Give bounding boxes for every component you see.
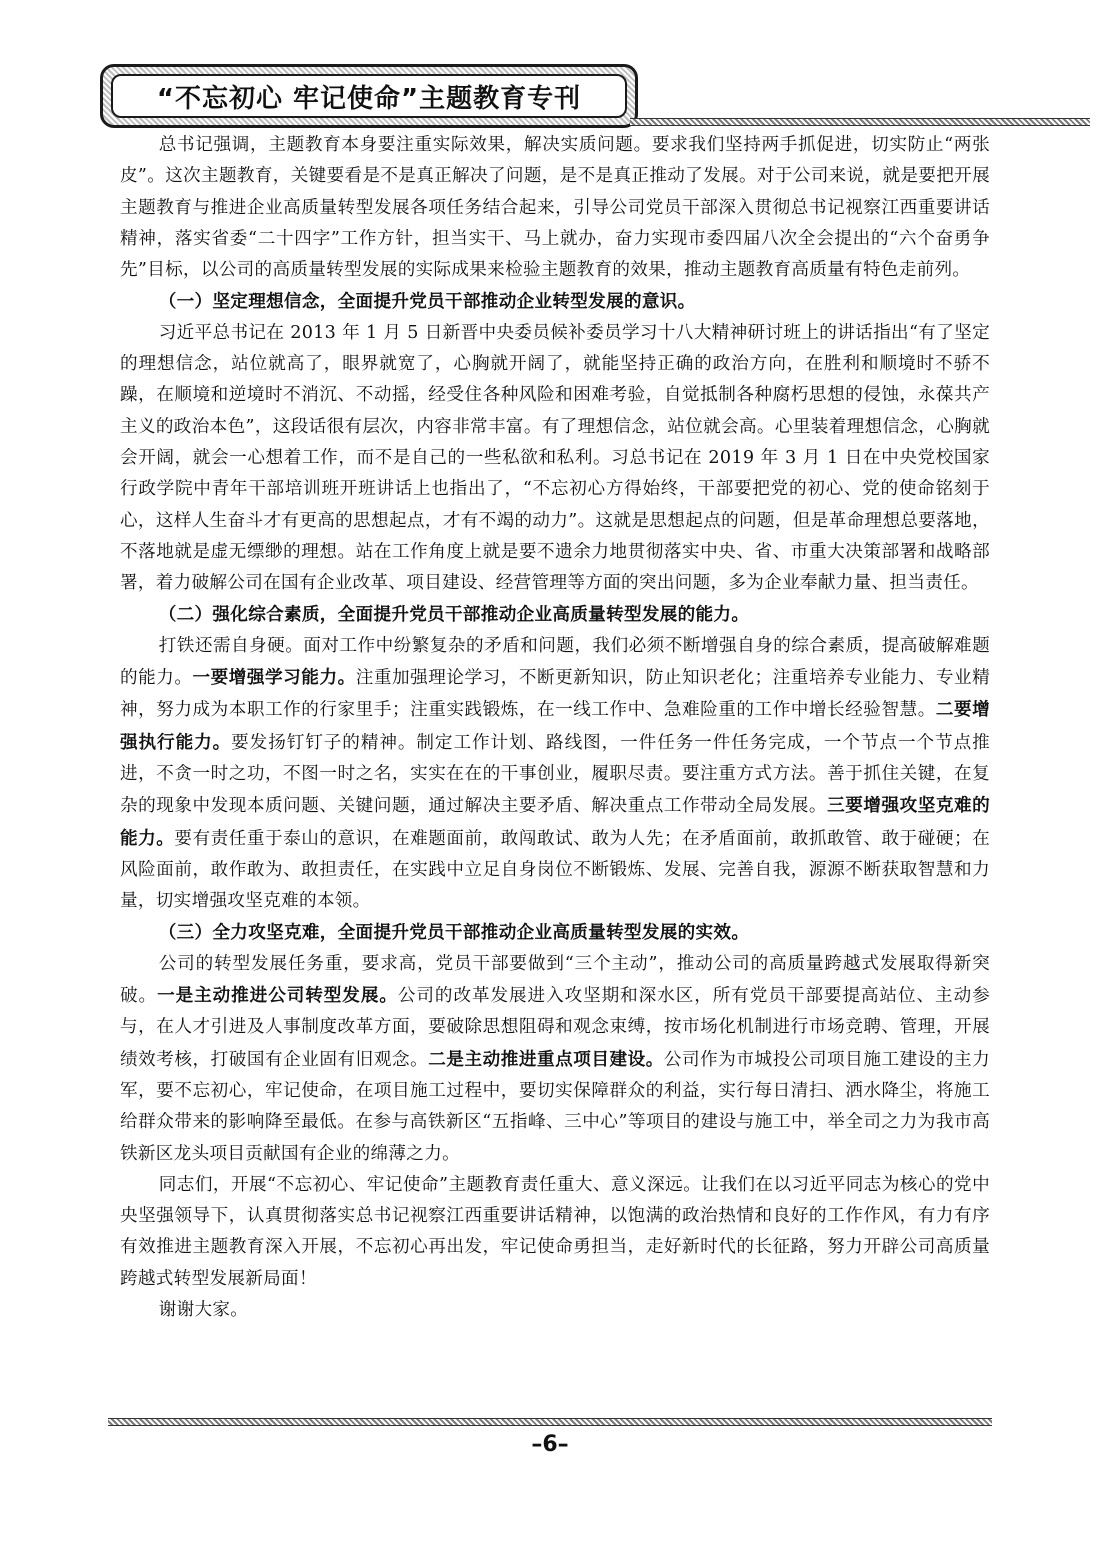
bold-point-5: 二是主动推进重点项目建设。: [428, 1048, 664, 1070]
paragraph-closing: 同志们，开展“不忘初心、牢记使命”主题教育责任重大、意义深远。让我们在以习近平同志为核心的党中央坚强领导下，认真贯彻落实总书记视察江西重要讲话精神，以饱满的政治热情和良好的工作作风，有力有序有效推进主题教育深入开展，不忘初心再出发，牢记使命勇担当，走好新时代的长征路，努力开辟公司高质量跨越式转型发展新局面！: [120, 1174, 990, 1289]
paragraph-thanks: 谢谢大家。: [158, 1299, 249, 1320]
section-heading-3: （三）全力攻坚克难，全面提升党员干部推动企业高质量转型发展的实效。: [158, 922, 750, 944]
header-divider: [630, 118, 1090, 126]
text-run: 公司的改革发展进入攻坚期和深水区，所有党员干部要提高站位、主动参与，在人才引进及人事制度改革方面，要破除思想阻碍和观念束缚，按市场化机制进行市场竞聘、管理，开展绩效考核，打破国有企业固有旧观念。: [120, 986, 991, 1070]
paragraph-section-3: [120, 949, 990, 1170]
paragraph-section-2: [120, 631, 990, 918]
section-heading-1: （一）坚定理想信念，全面提升党员干部推动企业转型发展的意识。: [158, 291, 696, 313]
header-title-inner: [111, 74, 627, 118]
page-number: –6–: [531, 1432, 569, 1457]
bold-point-4: 一是主动推进公司转型发展。: [157, 985, 398, 1007]
section-heading-2: （二）强化综合素质，全面提升党员干部推动企业高质量转型发展的能力。: [158, 604, 750, 626]
text-run: 要有责任重于泰山的意识，在难题面前，敢闯敢试、敢为人先；在矛盾面前，敢抓敢管、敢于碰硬；在风险面前，敢作敢为、敢担责任，在实践中立足自身岗位不断锻炼、发展、完善自我，源源不断获取智慧和力量，切实增强攻坚克难的本领。: [120, 828, 990, 912]
text-run: 打铁还需自身硬。面对工作中纷繁复杂的矛盾和问题，我们必须不断增强自身的综合素质，提高破解难题的能力。: [120, 635, 990, 689]
text-run: 公司的转型发展任务重，要求高，党员干部要做到“三个主动”，推动公司的高质量跨越式发展取得新突破。: [120, 953, 990, 1007]
text-run: 注重加强理论学习，不断更新知识，防止知识老化；注重培养专业能力、专业精神，努力成为本职工作的行家里手；注重实践锻炼，在一线工作中、急难险重的工作中增长经验智慧。: [120, 668, 991, 721]
header-title-frame: [100, 64, 638, 128]
text-run: 要发扬钉钉子的精神。制定工作计划、路线图，一件任务一件任务完成，一个节点一个节点推进，不贪一时之功，不图一时之名，实实在在的干事创业，履职尽责。要注重方式方法。善于抓住关键，在复杂的现象中发现本质问题、关键问题，通过解决主要矛盾、解决重点工作带动全局发展。: [120, 732, 990, 817]
bold-point-3: 三要增强攻坚克难的能力。: [120, 795, 990, 849]
paragraph-intro: 总书记强调，主题教育本身要注重实际效果，解决实质问题。要求我们坚持两手抓促进，切实防止“两张皮”。这次主题教育，关键要看是不是真正解决了问题，是不是真正推动了发展。对于公司来说，就是要把开展主题教育与推进企业高质量转型发展各项任务结合起来，引导公司党员干部深入贯彻总书记视察江西重要讲话精神，落实省委“二十四字”工作方针，担当实干、马上就办，奋力实现市委四届八次全会提出的“六个奋勇争先”目标，以公司的高质量转型发展的实际成果来检验主题教育的效果，推动主题教育高质量有特色走前列。: [120, 135, 990, 281]
journal-title: “不忘初心 牢记使命”主题教育专刊: [156, 83, 582, 114]
paragraph-section-1: 习近平总书记在 2013 年 1 月 5 日新晋中央委员候补委员学习十八大精神研讨班上的讲话指出“有了坚定的理想信念，站位就高了，眼界就宽了，心胸就开阔了，就能坚持正确的政治方向，在胜利和顺境时不骄不躁，在顺境和逆境时不消沉、不动摇，经受住各种风险和困难考验，自觉抵制各种腐朽思想的侵蚀，永葆共产主义的政治本色”，这段话很有层次，内容非常丰富。有了理想信念，站位就会高。心里装着理想信念，心胸就会开阔，就会一心想着工作，而不是自己的一些私欲和私利。习总书记在 2019 年 3 月 1 日在中央党校国家行政学院中青年干部培训班开班讲话上也指出了，“不忘初心方得始终，干部要把党的初心、党的使命铭刻于心，这样人生奋斗才有更高的思想起点，才有不竭的动力”。这就是思想起点的问题，但是革命理想总要落地，不落地就是虚无缥缈的理想。站在工作角度上就是要不遗余力地贯彻落实中央、省、市重大决策部署和战略部署，着力破解公司在国有企业改革、项目建设、经营管理等方面的突出问题，多为企业奉献力量、担当责任。: [120, 322, 990, 594]
text-run: 公司作为市城投公司项目施工建设的主力军，要不忘初心，牢记使命，在项目施工过程中，要切实保障群众的利益，实行每日清扫、洒水降尘，将施工给群众带来的影响降至最低。在参与高铁新区“五指峰、三中心”等项目的建设与施工中，举全司之力为我市高铁新区龙头项目贡献国有企业的绵薄之力。: [120, 1049, 990, 1164]
bold-point-2: 二要增强执行能力。: [120, 699, 990, 753]
page-header: [100, 64, 1090, 128]
bold-point-1: 一要增强学习能力。: [192, 667, 356, 689]
article-body: [120, 130, 990, 1326]
footer-divider: [108, 1418, 992, 1426]
